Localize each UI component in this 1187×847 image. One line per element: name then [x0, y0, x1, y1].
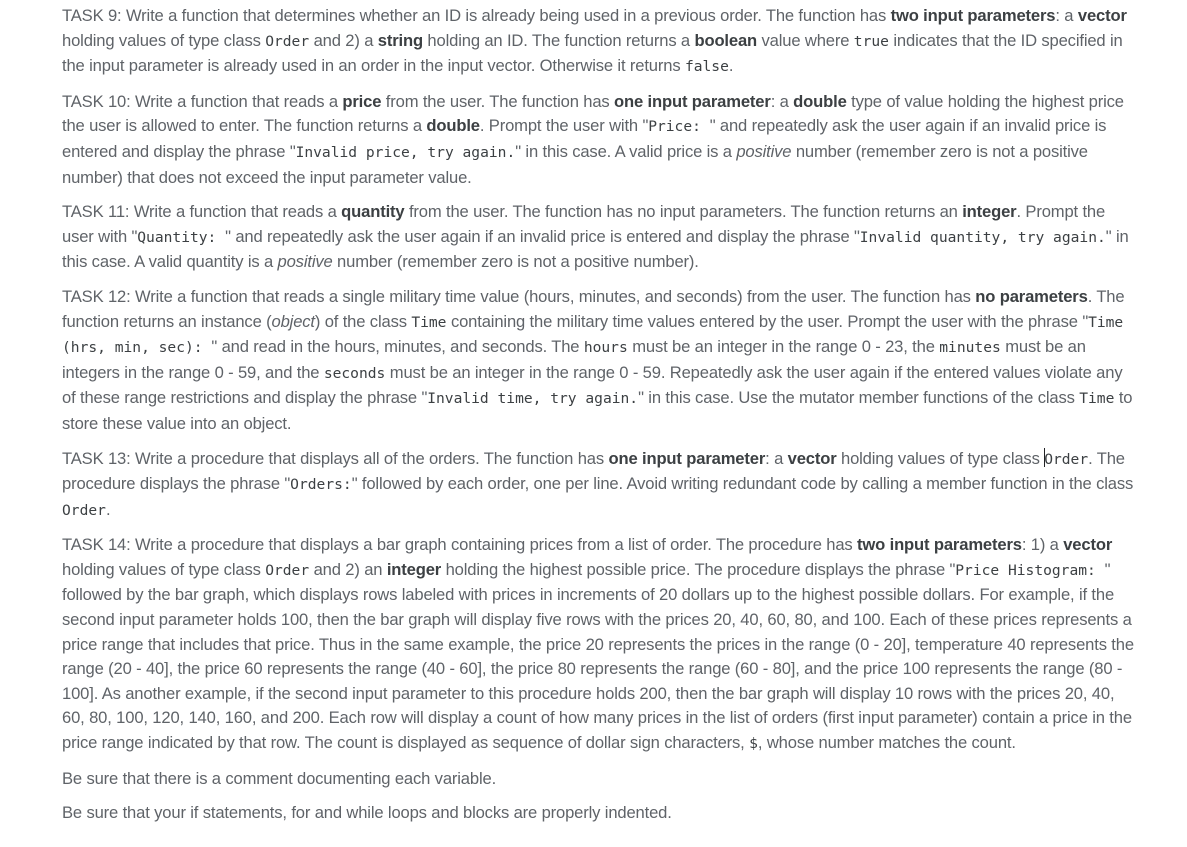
bold-text: integer [962, 202, 1017, 222]
text-run: " and repeatedly ask the user again if an invalid price is entered and display the phrase " [225, 226, 860, 246]
text-run: . The function returns an instance ( [62, 286, 1125, 331]
code-text: Price Histogram: [955, 561, 1105, 579]
text-run: TASK 9: Write a function that determines whether an ID is already being used in a previous order. The function has [62, 6, 891, 25]
text-run: . [728, 56, 734, 76]
bold-text: vector [787, 448, 837, 468]
text-run: type of value holding the highest price the user is allowed to enter. The function returns a [62, 91, 1124, 136]
bold-text: vector [1077, 6, 1127, 25]
text-run: " and repeatedly ask the user again if an invalid price is entered and display the phrase " [62, 116, 1107, 161]
text-run: holding the highest possible price. The procedure displays the phrase " [441, 559, 956, 579]
text-run: from the user. The function has [381, 91, 615, 111]
text-run: TASK 10: Write a function that reads a [62, 91, 343, 111]
bold-text: quantity [341, 202, 405, 222]
text-run: containing the military time values entered by the user. Prompt the user with the phrase " [446, 311, 1089, 331]
text-run: . The procedure displays the phrase " [62, 448, 1125, 494]
text-run: holding values of type class [62, 30, 266, 50]
text-run: Be sure that there is a comment documenting each variable. [62, 768, 497, 788]
text-run: " followed by each order, one per line. Avoid writing redundant code by calling a member function in the class [351, 474, 1134, 494]
text-run: TASK 14: Write a procedure that displays a bar graph containing prices from a list of order. The procedure has [62, 535, 858, 555]
bold-text: integer [386, 559, 442, 579]
text-run: " and read in the hours, minutes, and seconds. The [211, 337, 584, 357]
text-run: and 2) a [309, 30, 378, 50]
bold-text: no parameters [975, 286, 1088, 306]
italic-text: object [271, 311, 315, 331]
code-text: Price: [648, 118, 710, 136]
text-run: to store these value into an object. [62, 388, 1133, 433]
code-text: Order [62, 501, 106, 519]
task-12-paragraph [62, 285, 1137, 437]
text-run: . Prompt the user with " [62, 202, 1106, 246]
code-text: seconds [323, 364, 386, 382]
code-text: Invalid time, try again. [427, 390, 639, 408]
task-13-paragraph [62, 447, 1137, 524]
text-run: " in this case. A valid quantity is a [62, 226, 1129, 272]
code-text: true [853, 32, 889, 50]
note-indentation-paragraph [62, 801, 1137, 826]
text-run: : a [1055, 6, 1078, 25]
bold-text: double [426, 116, 480, 136]
text-run: " in this case. Use the mutator member functions of the class [638, 388, 1080, 408]
code-text: Order [265, 561, 310, 579]
text-run: from the user. The function has no input parameters. The function returns an [404, 202, 963, 222]
text-run: ) of the class [314, 311, 412, 331]
text-run: holding values of type class [836, 448, 1045, 468]
code-text: Order [265, 32, 310, 50]
italic-text: positive [277, 252, 333, 272]
text-run: holding values of type class [62, 559, 266, 579]
text-run: . [105, 499, 111, 519]
text-run: " followed by the bar graph, which displays rows labeled with prices in increments of 20 dollars up to the highest possible dollars. For example, if the second input parameter holds 100, then the bar graph will display five rows with the prices 20, 40, 60, 80, and 100. Each of these prices represents a price range that includes that price. Thus in the same example, the price 20 represents the prices in the range (0 - 20], temperature 40 represents the range (20 - 40], the price 60 represents the range (40 - 60], the price 80 represents the range (60 - 80], and the price 100 represents the range (80 - 100]. As another example, if the second input parameter to this procedure holds 200, then the bar graph will display 10 rows with the prices 20, 40, 60, 80, 100, 120, 140, 160, and 200. Each row will display a count of how many prices in the list of orders (first input parameter) contain a price in the price range indicated by that row. The count is displayed as sequence of dollar sign characters, [62, 559, 1134, 753]
code-text: $ [749, 735, 758, 753]
text-run: : a [765, 448, 788, 468]
text-run: TASK 11: Write a function that reads a [62, 202, 342, 222]
bold-text: one input parameter [608, 448, 766, 468]
code-text: Time (hrs, min, sec): [62, 313, 1124, 357]
code-text: Time [1079, 390, 1115, 408]
bold-text: vector [1063, 535, 1113, 555]
text-run: . Prompt the user with " [479, 116, 649, 136]
text-run: , whose number matches the count. [757, 733, 1016, 753]
task-11-paragraph [62, 200, 1137, 275]
code-text: Invalid price, try again. [295, 143, 516, 161]
code-text: hours [583, 339, 628, 357]
text-run: must be an integers in the range 0 - 59, and the [62, 337, 1086, 382]
assignment-document [62, 4, 1137, 836]
bold-text: price [342, 91, 382, 111]
text-run: number (remember zero is not a positive number). [332, 252, 699, 272]
italic-text: positive [736, 141, 792, 161]
code-text: Time [411, 313, 447, 331]
text-run: holding an ID. The function returns a [422, 30, 695, 50]
code-text: false [684, 58, 729, 76]
text-run: Be sure that your if statements, for and while loops and blocks are properly indented. [62, 803, 672, 823]
text-run: number (remember zero is not a positive number) that does not exceed the input parameter value. [62, 141, 1088, 187]
text-run: TASK 13: Write a procedure that displays all of the orders. The function has [62, 448, 609, 468]
code-text: Order [1044, 450, 1089, 468]
bold-text: string [377, 30, 423, 50]
code-text: Quantity: [137, 228, 226, 246]
text-run: indicates that the ID specified in the input parameter is already used in an order in the input vector. Otherwise it returns [62, 30, 1123, 76]
text-run: : a [770, 91, 794, 111]
text-run: and 2) an [309, 559, 387, 579]
text-run: must be an integer in the range 0 - 59. Repeatedly ask the user again if the entered values violate any of these range restrictions and display the phrase " [62, 362, 1123, 408]
bold-text: one input parameter [614, 91, 771, 111]
text-run: " in this case. A valid price is a [515, 141, 737, 161]
task-9-paragraph [62, 4, 1137, 80]
code-text: Invalid quantity, try again. [859, 228, 1106, 246]
task-14-paragraph [62, 533, 1137, 756]
text-run: : 1) a [1021, 535, 1064, 555]
text-run: TASK 12: Write a function that reads a single military time value (hours, minutes, and seconds) from the user. The function has [62, 286, 976, 306]
text-run: must be an integer in the range 0 - 23, the [627, 337, 940, 357]
bold-text: two input parameters [857, 535, 1022, 555]
task-10-paragraph [62, 90, 1137, 190]
code-text: minutes [939, 339, 1001, 357]
bold-text: boolean [694, 30, 758, 50]
note-comments-paragraph [62, 767, 1137, 792]
text-run: value where [757, 30, 854, 50]
bold-text: double [793, 91, 847, 111]
code-text: Orders: [290, 476, 352, 494]
bold-text: two input parameters [890, 6, 1056, 25]
